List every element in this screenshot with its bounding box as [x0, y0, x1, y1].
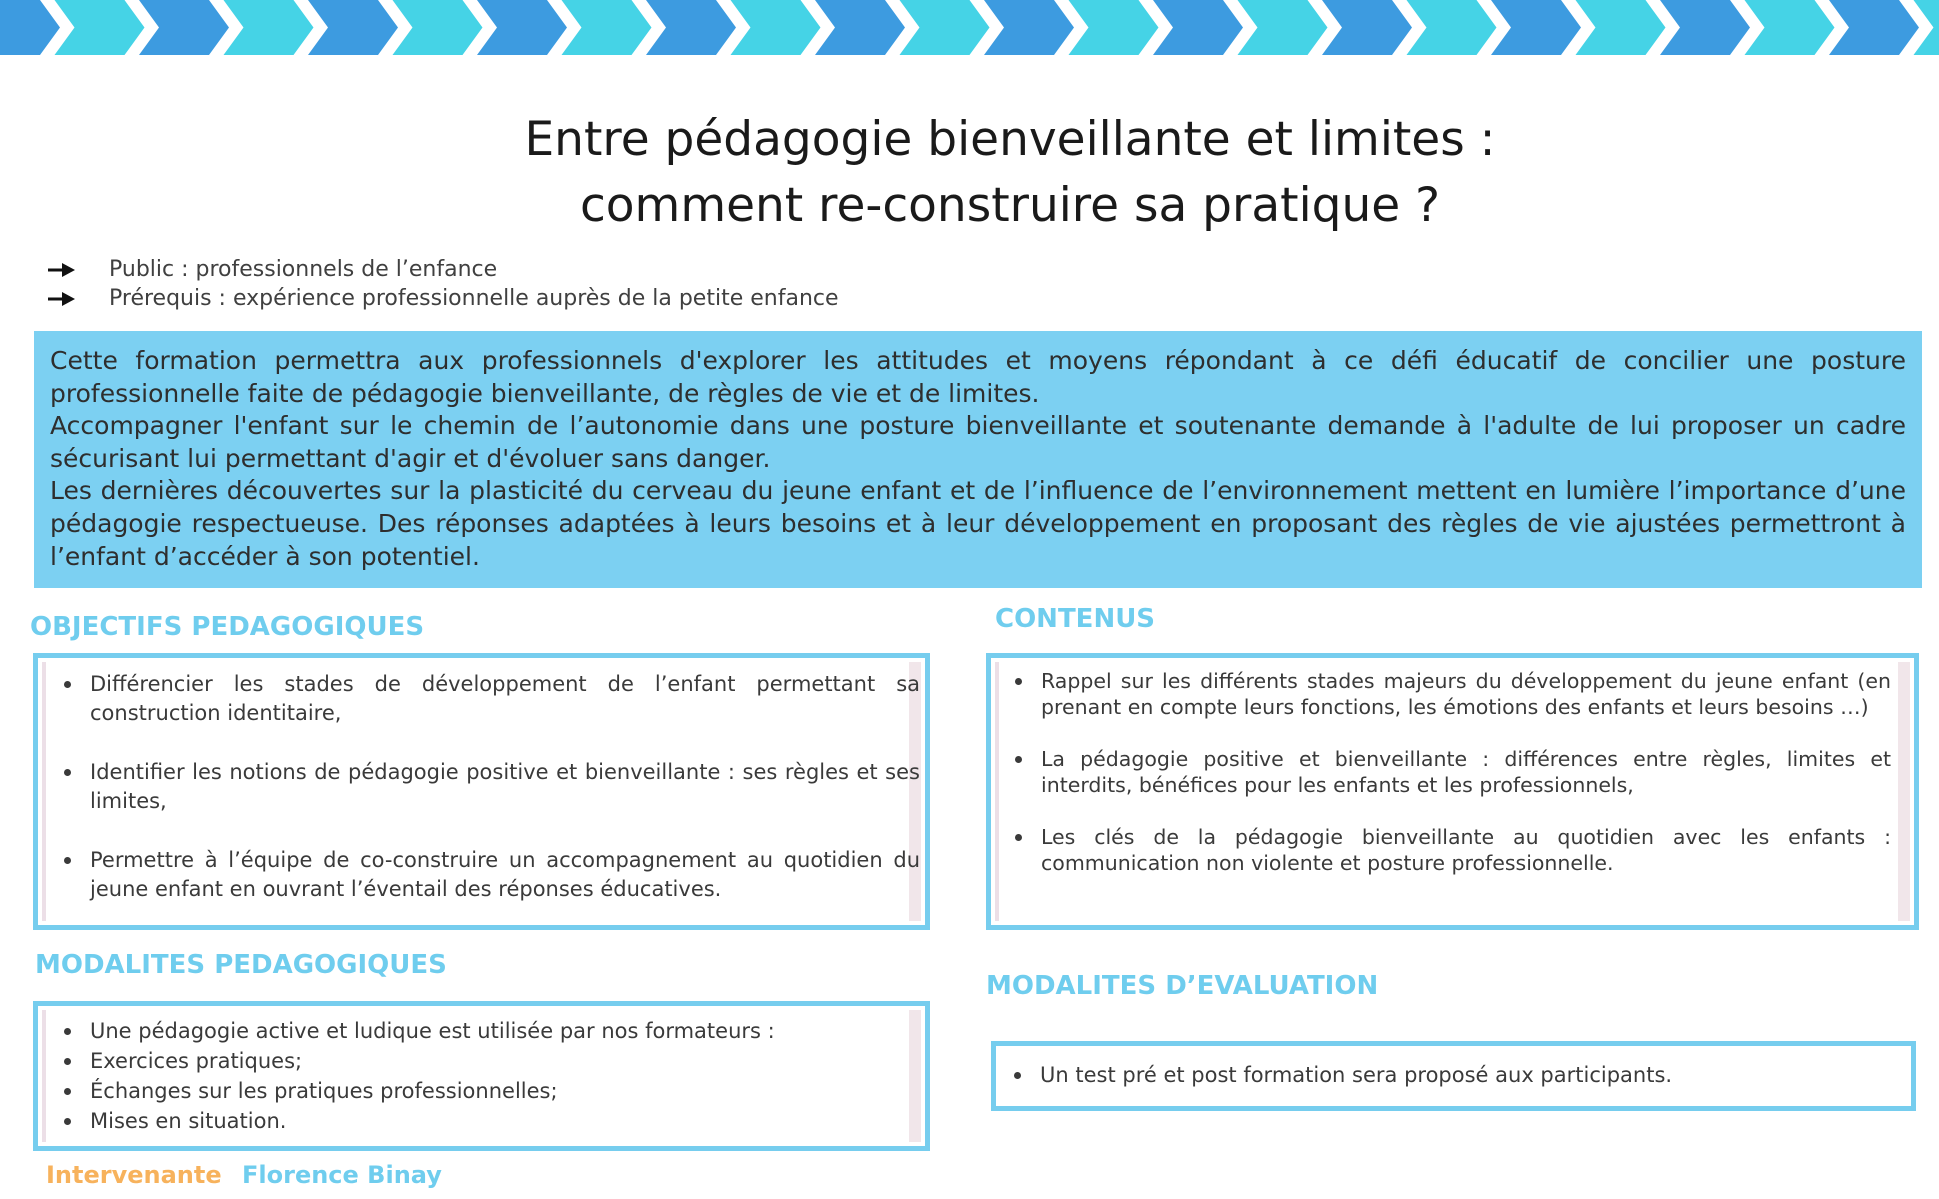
evaluation-list [1010, 1060, 1890, 1090]
banner-chevron [562, 0, 652, 55]
prerequisites-list [48, 255, 839, 313]
list-item: Un test pré et post formation sera proposé aux participants. [1010, 1060, 1890, 1090]
evaluation-heading: MODALITES D’EVALUATION [986, 971, 1379, 1001]
modalities-list [60, 1016, 920, 1136]
banner-chevron [55, 0, 145, 55]
banner-chevron [731, 0, 821, 55]
intro-paragraph: Cette formation permettra aux professionnels d'explorer les attitudes et moyens répondant à ce défi éducatif de concilier une posture professionnelle faite de pédagogie bienveillante, de règles de vie et de limites. [50, 346, 1906, 408]
intro-paragraph: Accompagner l'enfant sur le chemin de l’autonomie dans une posture bienveillante et soutenante demande à l'adulte de lui proposer un cadre sécurisant lui permettant d'agir et d'évoluer sans danger. [50, 411, 1906, 473]
prerequisite-text: Public : professionnels de l’enfance [109, 257, 498, 282]
arrow-right-icon [48, 290, 88, 308]
banner-chevron [1829, 0, 1919, 55]
list-item: Différencier les stades de développement de l’enfant permettant sa construction identitaire, [60, 670, 920, 728]
speaker-label: Intervenante [46, 1161, 222, 1189]
list-item: La pédagogie positive et bienveillante : différences entre règles, limites et interdits, bénéfices pour les enfants et les professionnels, [1011, 746, 1891, 798]
banner-chevron [1238, 0, 1328, 55]
list-item: Échanges sur les pratiques professionnelles; [60, 1076, 920, 1106]
prerequisite-prerequis [48, 284, 839, 313]
intro-description [34, 331, 1922, 588]
contents-heading: CONTENUS [995, 604, 1156, 634]
modalities-heading: MODALITES PEDAGOGIQUES [35, 950, 447, 980]
prerequisite-text: Prérequis : expérience professionnelle auprès de la petite enfance [109, 286, 839, 311]
banner-chevron [1153, 0, 1243, 55]
banner-chevron [477, 0, 567, 55]
list-item: Identifier les notions de pédagogie positive et bienveillante : ses règles et ses limites, [60, 758, 920, 816]
banner-chevron [900, 0, 990, 55]
title-line-2: comment re-construire sa pratique ? [579, 178, 1441, 233]
banner-chevron [393, 0, 483, 55]
title-line-1: Entre pédagogie bienveillante et limites : [524, 112, 1496, 167]
banner-chevron [1576, 0, 1666, 55]
banner-chevron [139, 0, 229, 55]
contents-box [986, 653, 1919, 930]
objectives-list [60, 670, 920, 934]
list-item: Exercices pratiques; [60, 1046, 920, 1076]
objectives-box [33, 653, 930, 930]
banner-chevron [984, 0, 1074, 55]
prerequisite-public [48, 255, 839, 284]
intro-paragraph: Les dernières découvertes sur la plasticité du cerveau du jeune enfant et de l’influence de l’environnement mettent en lumière l’importance d’une pédagogie respectueuse. Des réponses adaptées à leurs besoins et à leur développement en proposant des règles de vie ajustées permettront à l’enfant d’accéder à son potentiel. [50, 476, 1906, 571]
speaker-line [46, 1161, 442, 1189]
banner-chevron [1407, 0, 1497, 55]
chevron-banner [0, 0, 1939, 55]
banner-chevron [1745, 0, 1835, 55]
banner-chevron [646, 0, 736, 55]
list-item: Rappel sur les différents stades majeurs du développement du jeune enfant (en prenant en compte leurs fonctions, les émotions des enfants et leurs besoins …) [1011, 668, 1891, 720]
list-item: Permettre à l’équipe de co-construire un accompagnement au quotidien du jeune enfant en ouvrant l’éventail des réponses éducatives. [60, 846, 920, 904]
objectives-heading: OBJECTIFS PEDAGOGIQUES [30, 612, 425, 642]
banner-chevron [1322, 0, 1412, 55]
banner-chevron [1660, 0, 1750, 55]
banner-chevron [1069, 0, 1159, 55]
list-item: Une pédagogie active et ludique est utilisée par nos formateurs : [60, 1016, 920, 1046]
speaker-name: Florence Binay [242, 1161, 442, 1189]
banner-chevron [815, 0, 905, 55]
banner-chevron [308, 0, 398, 55]
evaluation-box [991, 1041, 1916, 1111]
banner-chevron [0, 0, 60, 55]
banner-chevron [1491, 0, 1581, 55]
banner-chevron [224, 0, 314, 55]
list-item: Mises en situation. [60, 1106, 920, 1136]
page-title [300, 107, 1720, 239]
list-item: Les clés de la pédagogie bienveillante au quotidien avec les enfants : communication non violente et posture professionnelle. [1011, 824, 1891, 876]
arrow-right-icon [48, 261, 88, 279]
modalities-box [33, 1001, 930, 1151]
contents-list [1011, 668, 1891, 902]
